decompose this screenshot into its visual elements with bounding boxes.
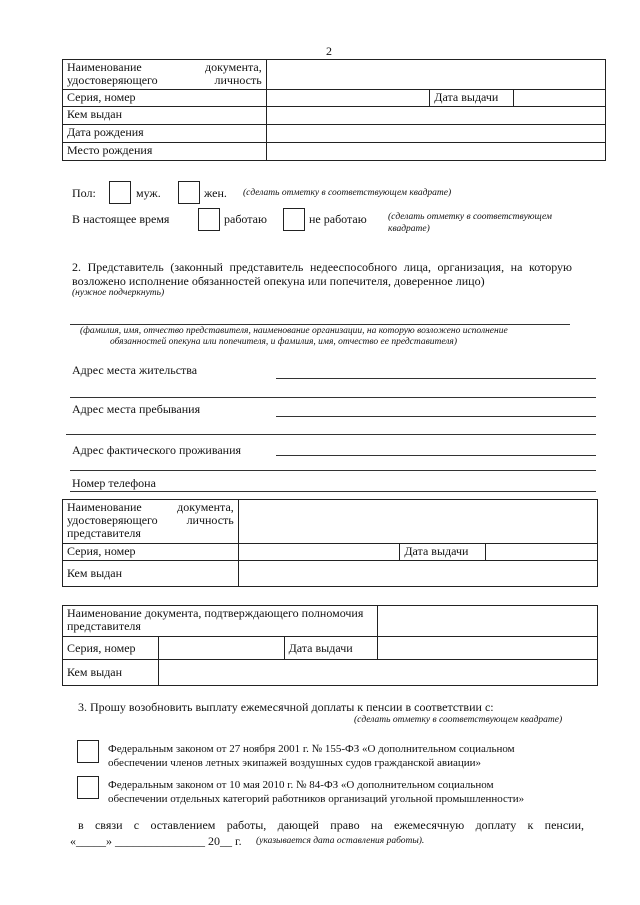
law84-line2: обеспечении отдельных категорий работников организаций угольной промышленности» (108, 793, 525, 805)
rep-doc-value[interactable] (238, 500, 597, 544)
section2-underline-hint: (нужное подчеркнуть) (72, 288, 165, 298)
gender-label: Пол: (72, 186, 96, 200)
section3-heading: 3. Прошу возобновить выплату ежемесячной доплаты к пенсии в соответствии с: (78, 700, 494, 714)
law155-checkbox[interactable] (77, 740, 99, 763)
closing-date[interactable]: «_____» _______________ 20__ г. (70, 834, 242, 848)
rep-date-label: Дата выдачи (400, 544, 486, 561)
id-birthdate-label: Дата рождения (63, 125, 267, 143)
authority-date-value[interactable] (378, 637, 598, 660)
id-series-label: Серия, номер (63, 90, 267, 107)
authority-issued-value[interactable] (158, 660, 597, 686)
phone-line[interactable] (70, 491, 596, 492)
representative-id-table (62, 499, 598, 587)
closing-hint: (указывается дата оставления работы). (256, 836, 425, 846)
stay-address-label: Адрес места пребывания (72, 402, 201, 416)
rep-doc-label: Наименование документа, удостоверяющего личность представителя (63, 500, 239, 544)
authority-doc-value[interactable] (378, 606, 598, 637)
id-series-value[interactable] (266, 90, 430, 107)
stay-address-line2[interactable] (66, 434, 596, 435)
page-number: 2 (326, 44, 332, 58)
id-date-value[interactable] (514, 90, 606, 107)
id-doc-value[interactable] (266, 60, 605, 90)
gender-male-checkbox[interactable] (109, 181, 131, 204)
representative-hint-line1: (фамилия, имя, отчество представителя, наименование организации, на которую возложено исполнение (80, 326, 508, 336)
id-doc-label: Наименование документа, удостоверяющего личность (63, 60, 267, 90)
gender-note: (сделать отметку в соответствующем квадрате) (243, 188, 452, 198)
id-birthplace-label: Место рождения (63, 143, 267, 161)
stay-address-line[interactable] (276, 416, 596, 417)
employment-note-line2: квадрате) (388, 224, 430, 234)
id-document-table (62, 59, 606, 161)
employment-working-checkbox[interactable] (198, 208, 220, 231)
authority-doc-label: Наименование документа, подтверждающего полномочия представителя (63, 606, 378, 637)
gender-male-label: муж. (136, 186, 161, 200)
law84-checkbox[interactable] (77, 776, 99, 799)
gender-female-checkbox[interactable] (178, 181, 200, 204)
authority-table (62, 605, 598, 686)
residence-address-label: Адрес места жительства (72, 363, 198, 377)
employment-label: В настоящее время (72, 212, 170, 226)
representative-hint-line2: обязанностей опекуна или попечителя, и фамилия, имя, отчество ее представителя) (110, 337, 458, 347)
id-issued-value[interactable] (266, 107, 605, 125)
rep-issued-label: Кем выдан (63, 561, 239, 587)
representative-name-line[interactable] (70, 324, 570, 325)
closing-line1: в связи с оставлением работы, дающей право на ежемесячную доплату к пенсии, (78, 818, 584, 832)
authority-date-label: Дата выдачи (284, 637, 378, 660)
actual-address-line2[interactable] (70, 470, 596, 471)
id-issued-label: Кем выдан (63, 107, 267, 125)
authority-series-label: Серия, номер (63, 637, 159, 660)
rep-issued-value[interactable] (238, 561, 597, 587)
id-birthdate-value[interactable] (266, 125, 605, 143)
section3-note: (сделать отметку в соответствующем квадрате) (354, 715, 563, 725)
actual-address-label: Адрес фактического проживания (72, 443, 242, 457)
law155-line1: Федеральным законом от 27 ноября 2001 г. № 155-ФЗ «О дополнительном социальном (108, 743, 515, 755)
phone-label: Номер телефона (72, 476, 156, 490)
section2-heading: 2. Представитель (законный представитель недееспособного лица, организация, на которую возложено исполнение обязанностей опекуна или попечителя, доверенное лицо) (72, 260, 572, 288)
employment-not-working-label: не работаю (309, 212, 367, 226)
id-birthplace-value[interactable] (266, 143, 605, 161)
rep-series-label: Серия, номер (63, 544, 239, 561)
rep-date-value[interactable] (486, 544, 598, 561)
residence-address-line[interactable] (276, 378, 596, 379)
law155-line2: обеспечении членов летных экипажей воздушных судов гражданской авиации» (108, 757, 482, 769)
id-date-label: Дата выдачи (430, 90, 514, 107)
authority-issued-label: Кем выдан (63, 660, 159, 686)
actual-address-line[interactable] (276, 455, 596, 456)
authority-series-value[interactable] (158, 637, 284, 660)
employment-not-working-checkbox[interactable] (283, 208, 305, 231)
law84-line1: Федеральным законом от 10 мая 2010 г. № 84-ФЗ «О дополнительном социальном (108, 779, 494, 791)
employment-working-label: работаю (224, 212, 267, 226)
gender-female-label: жен. (204, 186, 227, 200)
residence-address-line2[interactable] (70, 397, 596, 398)
rep-series-value[interactable] (238, 544, 400, 561)
employment-note-line1: (сделать отметку в соответствующем (388, 212, 552, 222)
